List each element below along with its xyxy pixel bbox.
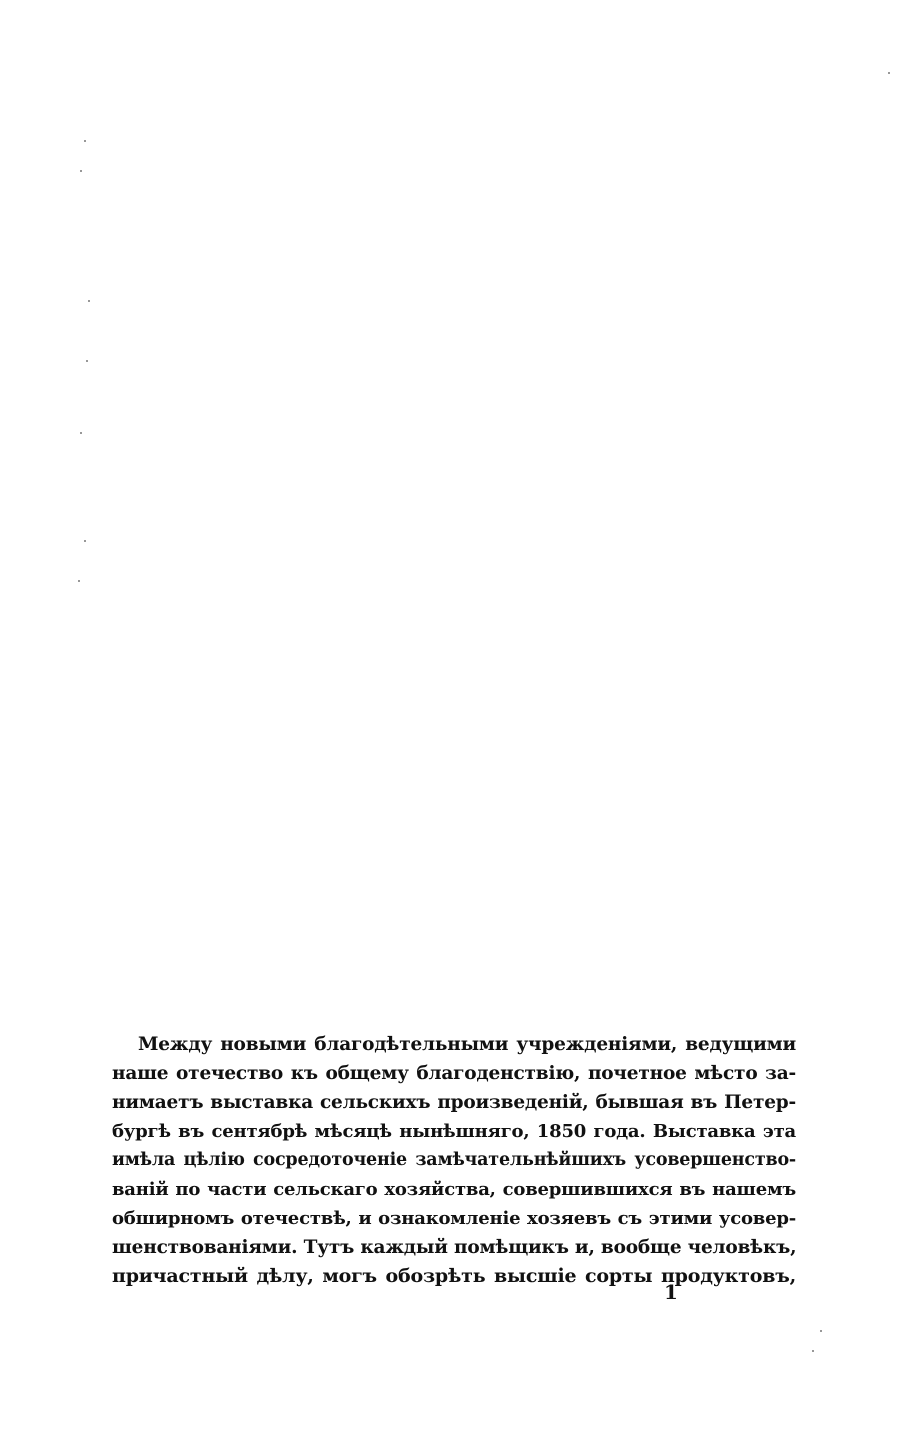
paragraph-line: бургѣ въ сентябрѣ мѣсяцѣ нынѣшняго, 1850 года. Выставка эта: [112, 1121, 796, 1142]
paragraph-line: нимаетъ выставка сельскихъ произведеній, бывшая въ Петер-: [112, 1092, 796, 1113]
scan-speck: [86, 360, 88, 362]
page-number: 1: [664, 1280, 678, 1304]
scan-speck: [820, 1330, 822, 1332]
paragraph-line: причастный дѣлу, могъ обозрѣть высшіе сорты продуктовъ,: [112, 1265, 796, 1287]
body-paragraph: [112, 1030, 796, 1291]
paragraph-line: обширномъ отечествѣ, и ознакомленіе хозяевъ съ этими усовер-: [112, 1208, 796, 1229]
scan-speck: [80, 170, 82, 172]
paragraph-line: шенствованіями. Тутъ каждый помѣщикъ и, вообще человѣкъ,: [112, 1237, 797, 1258]
paragraph-line: имѣла цѣлію сосредоточеніе замѣчательнѣйшихъ усовершенство-: [112, 1150, 796, 1170]
scan-speck: [88, 300, 90, 302]
scan-speck: [80, 432, 82, 434]
scan-speck: [84, 140, 86, 142]
scan-speck: [78, 580, 80, 582]
scan-speck: [84, 540, 86, 542]
scan-speck: [812, 1350, 814, 1352]
paragraph-line: Между новыми благодѣтельными учрежденіями, ведущими: [138, 1034, 796, 1055]
paragraph-line: ваній по части сельскаго хозяйства, совершившихся въ нашемъ: [112, 1179, 796, 1200]
paragraph-line: наше отечество къ общему благоденствію, почетное мѣсто за-: [112, 1063, 796, 1084]
scan-speck: [888, 72, 890, 74]
